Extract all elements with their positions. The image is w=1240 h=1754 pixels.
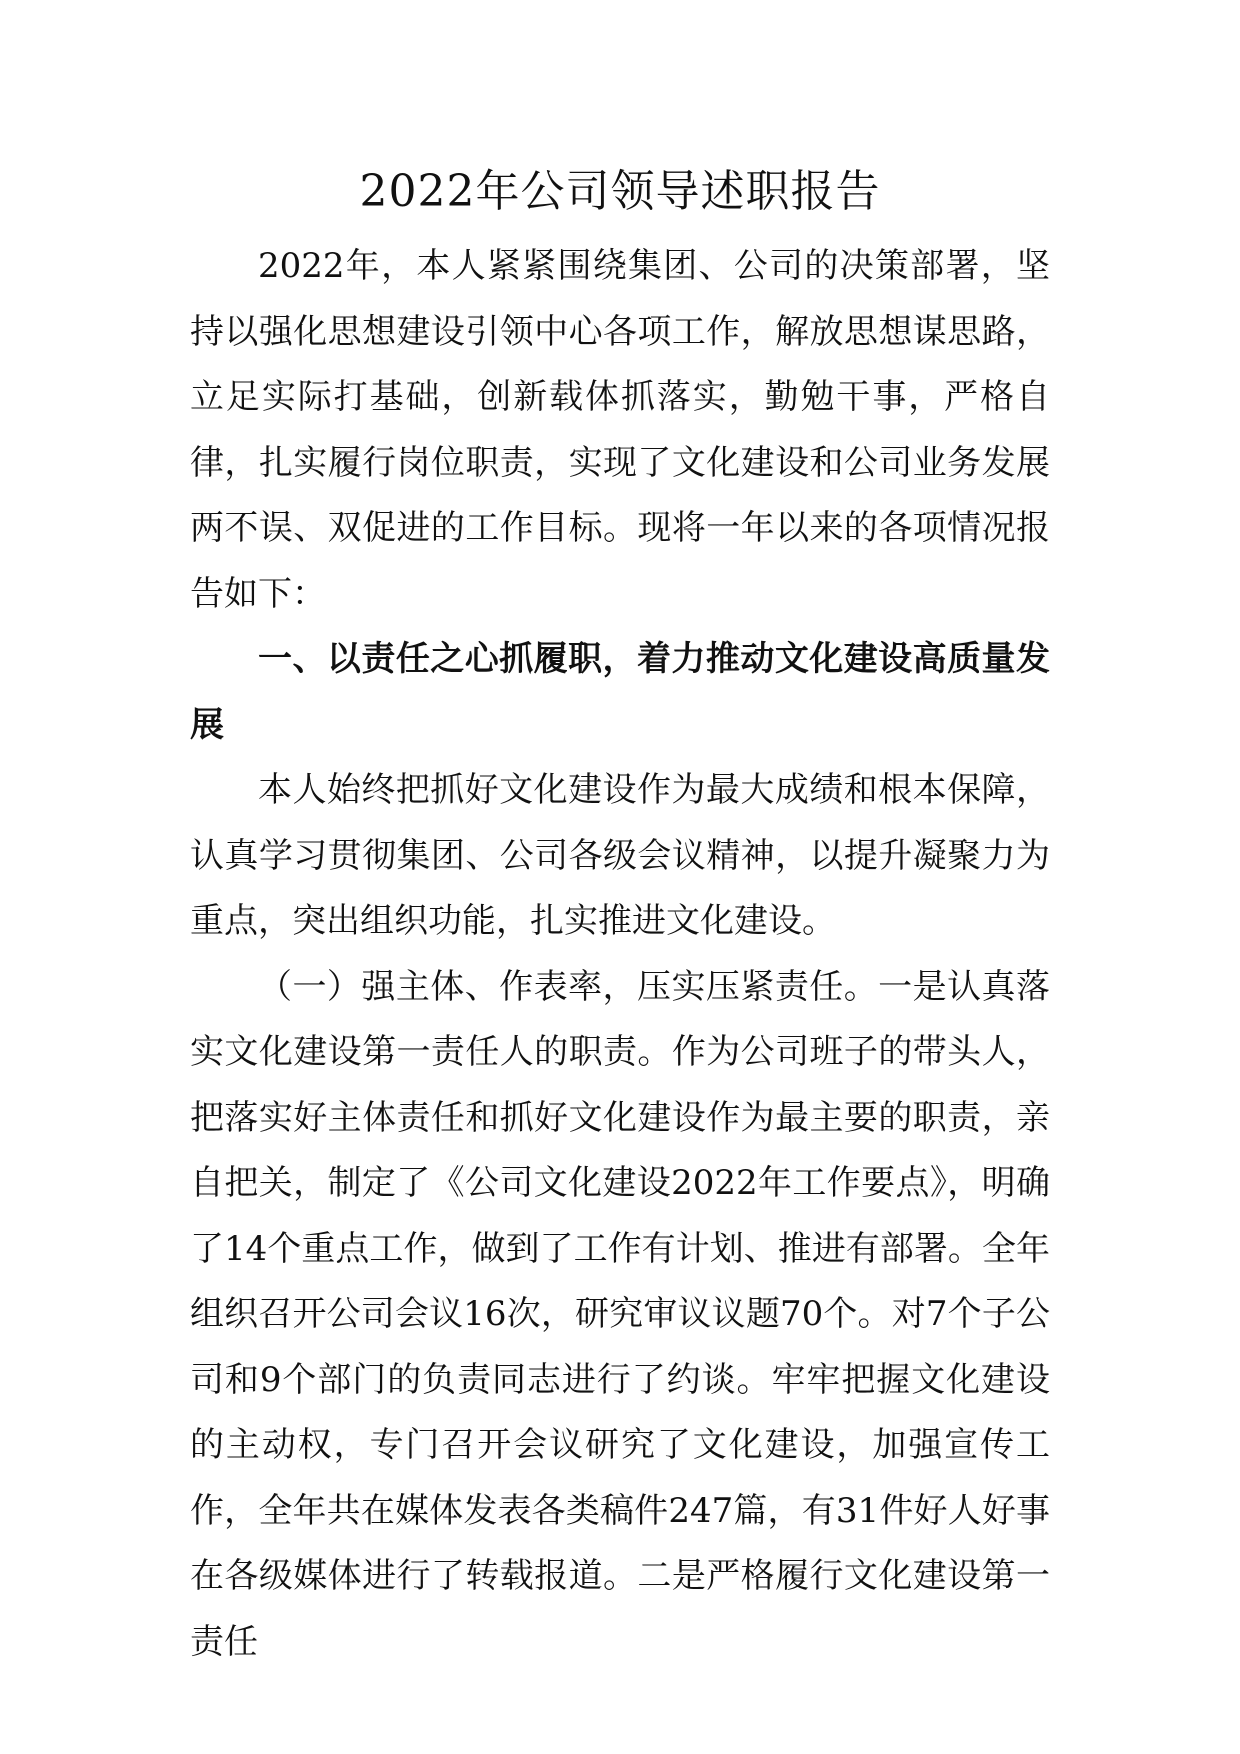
body-paragraph: 本人始终把抓好文化建设作为最大成绩和根本保障，认真学习贯彻集团、公司各级会议精神，以提升凝聚力为重点，突出组织功能，扎实推进文化建设。 — [190, 770, 1050, 941]
section-heading: 一、以责任之心抓履职，着力推动文化建设高质量发展 — [190, 639, 1050, 745]
intro-paragraph: 2022年，本人紧紧围绕集团、公司的决策部署，坚持以强化思想建设引领中心各项工作，解放思想谋思路，立足实际打基础，创新载体抓落实，勤勉干事，严格自律，扎实履行岗位职责，实现了文化建设和公司业务发展两不误、双促进的工作目标。现将一年以来的各项情况报告如下： — [190, 246, 1050, 614]
document-body — [190, 234, 1050, 1675]
document-title: 2022年公司领导述职报告 — [359, 166, 881, 217]
body-paragraph: （一）强主体、作表率，压实压紧责任。一是认真落实文化建设第一责任人的职责。作为公司班子的带头人，把落实好主体责任和抓好文化建设作为最主要的职责，亲自把关，制定了《公司文化建设2022年工作要点》，明确了14个重点工作，做到了工作有计划、推进有部署。全年组织召开公司会议16次，研究审议议题70个。对7个子公司和9个部门的负责同志进行了约谈。牢牢把握文化建设的主动权，专门召开会议研究了文化建设，加强宣传工作，全年共在媒体发表各类稿件247篇，有31件好人好事在各级媒体进行了转载报道。二是严格履行文化建设第一责任 — [190, 966, 1050, 1662]
